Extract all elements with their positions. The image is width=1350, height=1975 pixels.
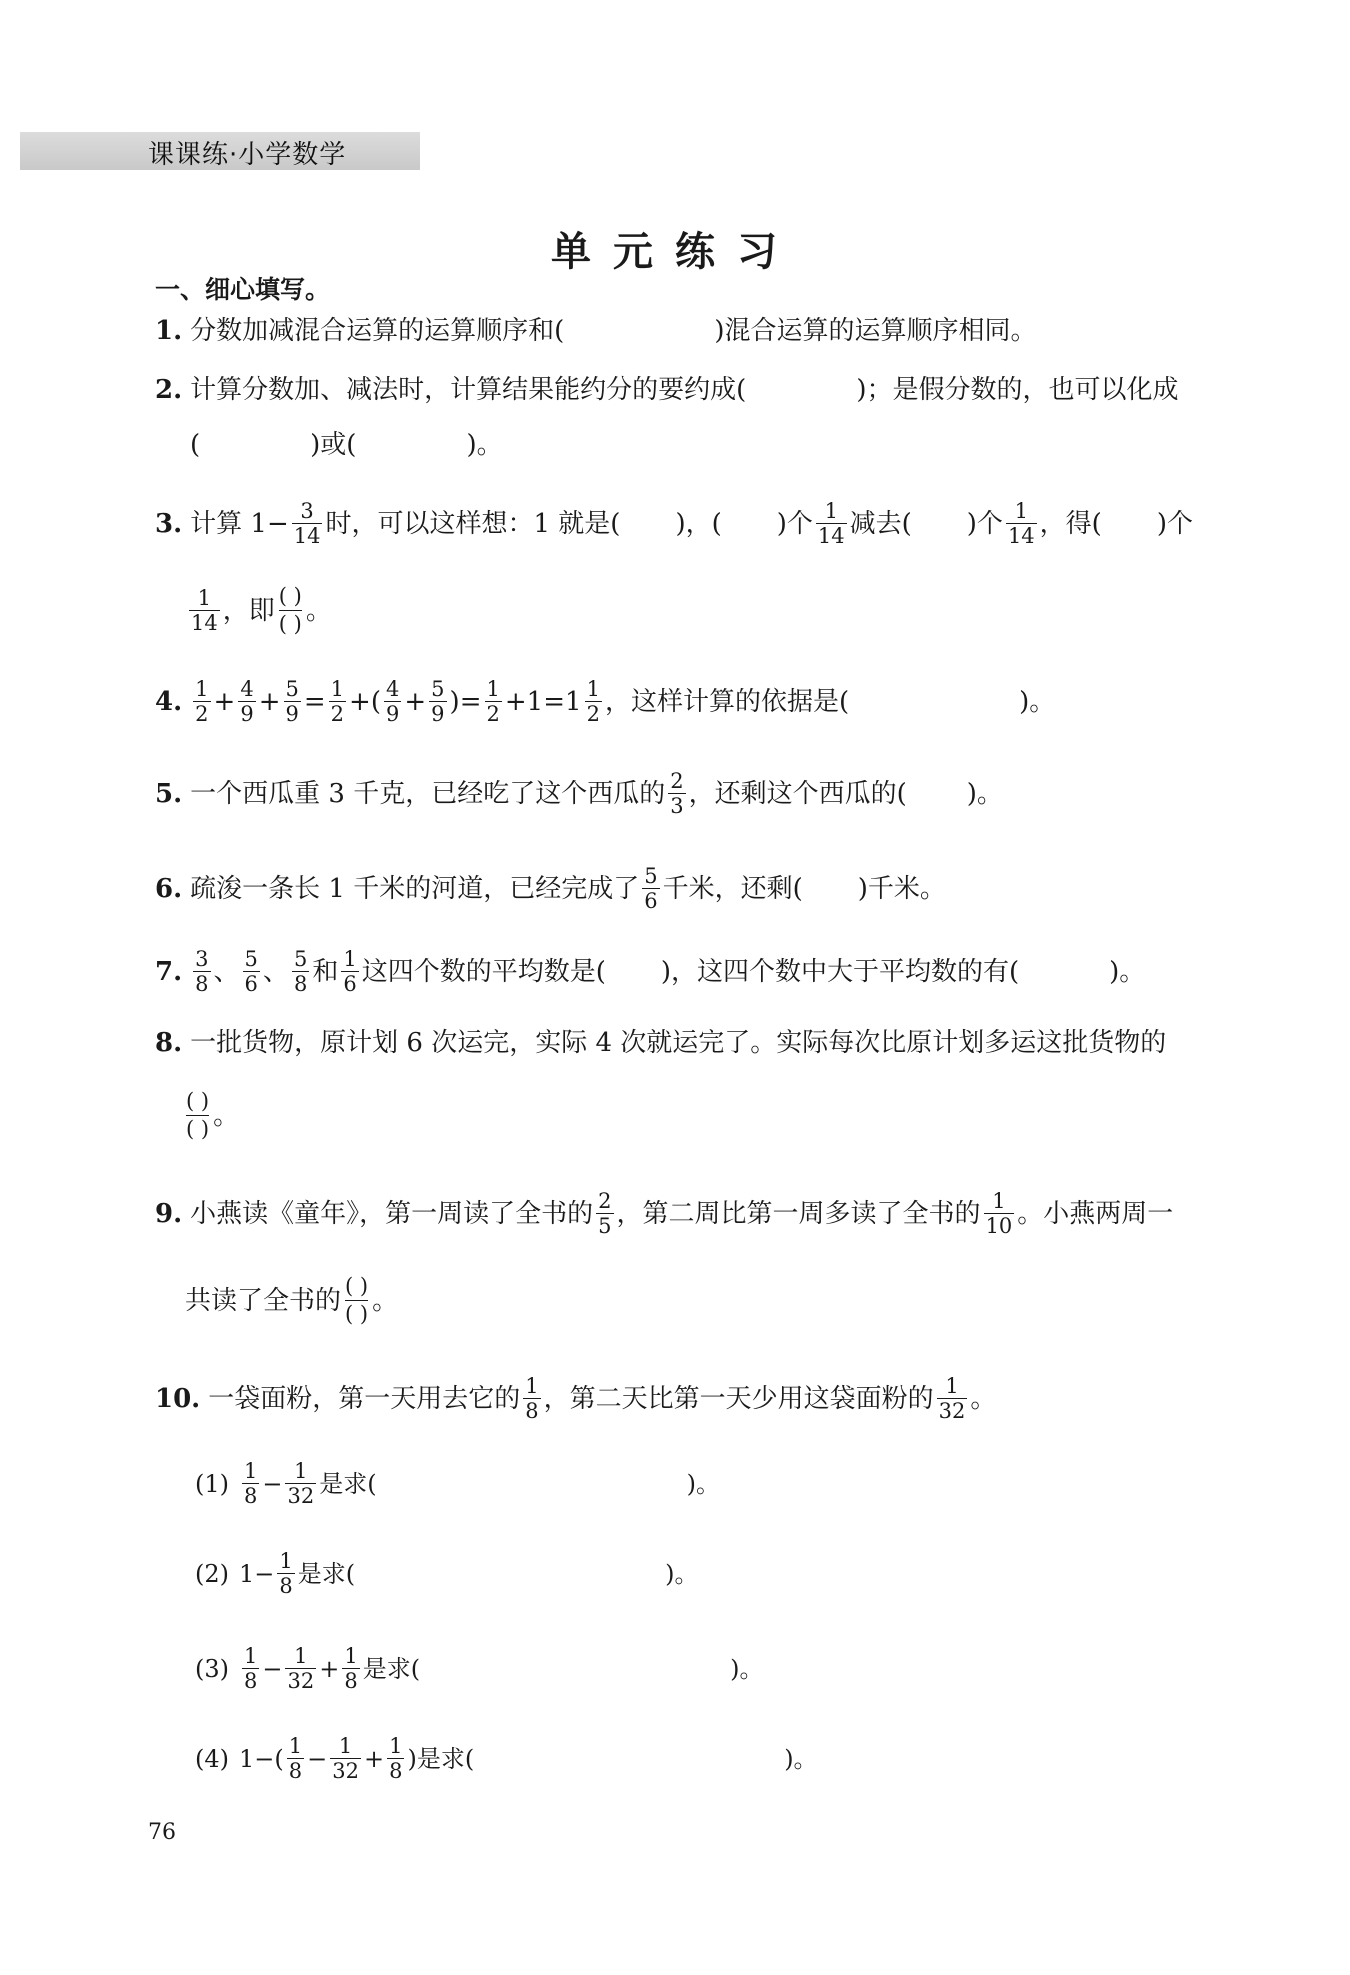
question-text: 这四个数的平均数是( (361, 956, 606, 987)
question-text: 时，可以这样想：1 就是( (325, 508, 621, 539)
question-text: 。 (213, 1100, 240, 1131)
question-text: ，第二天比第一天少用这袋面粉的 (543, 1383, 934, 1414)
question-1 (155, 318, 1036, 344)
question-10-part-3 (195, 1645, 763, 1692)
question-text: ，即 (222, 595, 275, 626)
fraction: $\frac{1}{8}$ (525, 1374, 539, 1424)
question-text: )混合运算的运算顺序相同。 (714, 316, 1037, 346)
fraction: $\frac{1}{8}$ (389, 1734, 403, 1784)
fraction: $\frac{1}{2}$ (586, 677, 600, 727)
question-text: )。 (686, 1469, 720, 1498)
question-number: 3. (155, 508, 183, 539)
blank-fraction[interactable]: $\frac{( )}{( )}$ (278, 584, 302, 637)
math-value: 1− (239, 1559, 275, 1588)
question-6 (155, 865, 946, 912)
question-text: )。 (730, 1654, 764, 1683)
math-operator: + (258, 686, 281, 717)
math-operator: = (303, 686, 326, 717)
question-text: 。小燕两周一 (1017, 1198, 1174, 1229)
question-text: 分数加减混合运算的运算顺序和( (190, 316, 565, 346)
question-3 (155, 500, 1193, 547)
sub-label: (2) (195, 1559, 229, 1588)
question-text: )，这四个数中大于平均数的有( (660, 956, 1020, 987)
question-text: 疏浚一条长 1 千米的河道，已经完成了 (190, 873, 640, 904)
question-text: 是求( (362, 1654, 421, 1683)
math-operator: − (307, 1744, 328, 1773)
separator: 、 (262, 956, 289, 987)
math-operator: + (319, 1654, 340, 1683)
question-text: )。 (665, 1559, 699, 1588)
fraction: $\frac{5}{8}$ (293, 947, 308, 997)
question-number: 4. (155, 686, 183, 717)
fraction: $\frac{1}{2}$ (330, 677, 345, 727)
header-label: 课课练·小学数学 (148, 140, 347, 170)
fraction: $\frac{5}{9}$ (431, 677, 445, 727)
question-text: )个 (1156, 508, 1193, 539)
question-8-continued (182, 1090, 239, 1141)
fraction: $\frac{5}{6}$ (644, 864, 658, 914)
blank-fraction[interactable]: $\frac{( )}{( )}$ (186, 1089, 210, 1142)
question-text: )千米。 (857, 873, 946, 904)
question-text: )，( (675, 508, 722, 539)
question-9 (155, 1190, 1173, 1237)
math-operator: ) (449, 686, 460, 717)
question-text: ，第二周比第一周多读了全书的 (616, 1198, 981, 1229)
question-8 (155, 1030, 1166, 1056)
question-number: 8. (155, 1028, 183, 1058)
fraction: $\frac{1}{14}$ (1007, 499, 1035, 549)
math-operator: = (459, 686, 482, 717)
question-number: 10. (155, 1383, 201, 1414)
question-text: 计算 1− (190, 508, 289, 539)
fraction: $\frac{1}{8}$ (288, 1734, 303, 1784)
fraction: $\frac{1}{8}$ (279, 1549, 293, 1599)
fraction: $\frac{1}{32}$ (287, 1644, 315, 1694)
question-text: 计算分数加、减法时，计算结果能约分的要约成( (190, 375, 747, 405)
question-text: )个 (966, 508, 1003, 539)
blank-fraction[interactable]: $\frac{( )}{( )}$ (345, 1274, 369, 1327)
question-text: 共读了全书的 (185, 1285, 342, 1316)
question-text: 千米，还剩( (662, 873, 803, 904)
question-4 (155, 678, 1055, 725)
question-text: )；是假分数的，也可以化成 (856, 375, 1179, 405)
fraction: $\frac{3}{8}$ (195, 947, 209, 997)
question-number: 6. (155, 873, 183, 904)
question-10 (155, 1375, 996, 1422)
fraction: $\frac{1}{14}$ (817, 499, 845, 549)
question-3-continued (186, 585, 332, 636)
question-number: 9. (155, 1198, 183, 1229)
question-2 (155, 377, 1178, 403)
question-text: 是求( (319, 1469, 377, 1498)
question-text: 一批货物，原计划 6 次运完，实际 4 次就运完了。实际每次比原计划多运这批货物的 (190, 1028, 1167, 1058)
math-operator: + (349, 686, 371, 717)
fraction: $\frac{4}{9}$ (386, 677, 400, 727)
question-10-part-1 (195, 1460, 720, 1507)
page-title: 单元练习 (551, 229, 799, 275)
question-2-continued (190, 432, 503, 458)
fraction: $\frac{1}{14}$ (191, 586, 218, 636)
fraction: $\frac{1}{32}$ (287, 1459, 315, 1509)
question-5 (155, 770, 1003, 817)
math-operator: − (262, 1469, 283, 1498)
math-operator: + (363, 1744, 385, 1773)
fraction: $\frac{1}{2}$ (486, 677, 500, 727)
fraction: $\frac{1}{6}$ (343, 947, 357, 997)
question-text: )。 (966, 778, 1003, 809)
question-text: 。 (372, 1285, 399, 1316)
fraction: $\frac{4}{9}$ (240, 677, 254, 727)
question-text: )是求( (407, 1744, 475, 1773)
math-operator: − (262, 1654, 283, 1683)
question-text: 和 (312, 956, 339, 987)
fraction: $\frac{1}{2}$ (195, 677, 209, 727)
question-text: 是求( (297, 1559, 356, 1588)
question-text: )。 (466, 430, 503, 460)
math-value: 1 (526, 686, 544, 717)
question-text: 一个西瓜重 3 千克，已经吃了这个西瓜的 (190, 778, 666, 809)
question-text: )。 (1109, 956, 1146, 987)
fraction: $\frac{5}{9}$ (285, 677, 299, 727)
section-heading: 一、细心填写。 (155, 275, 331, 304)
question-text: )或( (310, 430, 357, 460)
fraction: $\frac{3}{14}$ (293, 499, 321, 549)
question-text: )。 (784, 1744, 818, 1773)
fraction: $\frac{1}{10}$ (985, 1189, 1013, 1239)
question-text: ( (190, 430, 201, 460)
question-7 (155, 948, 1145, 995)
math-operator: + (404, 686, 427, 717)
question-text: ，这样计算的依据是( (604, 686, 850, 717)
math-operator: ( (370, 686, 381, 717)
question-text: 小燕读《童年》，第一周读了全书的 (190, 1198, 594, 1229)
question-text: ，还剩这个西瓜的( (688, 778, 907, 809)
fraction: $\frac{5}{6}$ (244, 947, 258, 997)
fraction: $\frac{1}{8}$ (244, 1644, 258, 1694)
fraction: $\frac{1}{8}$ (244, 1459, 258, 1509)
fraction: $\frac{1}{32}$ (938, 1374, 966, 1424)
question-text: 减去( (849, 508, 912, 539)
fraction: $\frac{1}{32}$ (332, 1734, 359, 1784)
question-text: ，得( (1039, 508, 1102, 539)
math-value: 1−( (239, 1744, 284, 1773)
math-operator: + (213, 686, 236, 717)
question-text: 一袋面粉，第一天用去它的 (208, 1383, 521, 1414)
fraction: $\frac{1}{8}$ (344, 1644, 358, 1694)
question-number: 2. (155, 375, 183, 405)
sub-label: (1) (195, 1469, 229, 1498)
question-text: 。 (305, 595, 332, 626)
question-number: 1. (155, 316, 183, 346)
separator: 、 (213, 956, 240, 987)
question-text: )个 (776, 508, 813, 539)
question-text: 。 (970, 1383, 997, 1414)
question-9-continued (185, 1275, 398, 1326)
question-10-part-2 (195, 1550, 699, 1597)
question-number: 5. (155, 778, 183, 809)
question-text: )。 (1019, 686, 1056, 717)
math-operator: + (504, 686, 527, 717)
question-number: 7. (155, 956, 183, 987)
math-operator: = (543, 686, 566, 717)
fraction: $\frac{2}{3}$ (670, 769, 684, 819)
math-value: 1 (565, 686, 582, 717)
question-10-part-4 (195, 1735, 818, 1782)
sub-label: (3) (195, 1654, 229, 1683)
sub-label: (4) (195, 1744, 229, 1773)
fraction: $\frac{2}{5}$ (598, 1189, 612, 1239)
page-number: 76 (148, 1820, 176, 1845)
